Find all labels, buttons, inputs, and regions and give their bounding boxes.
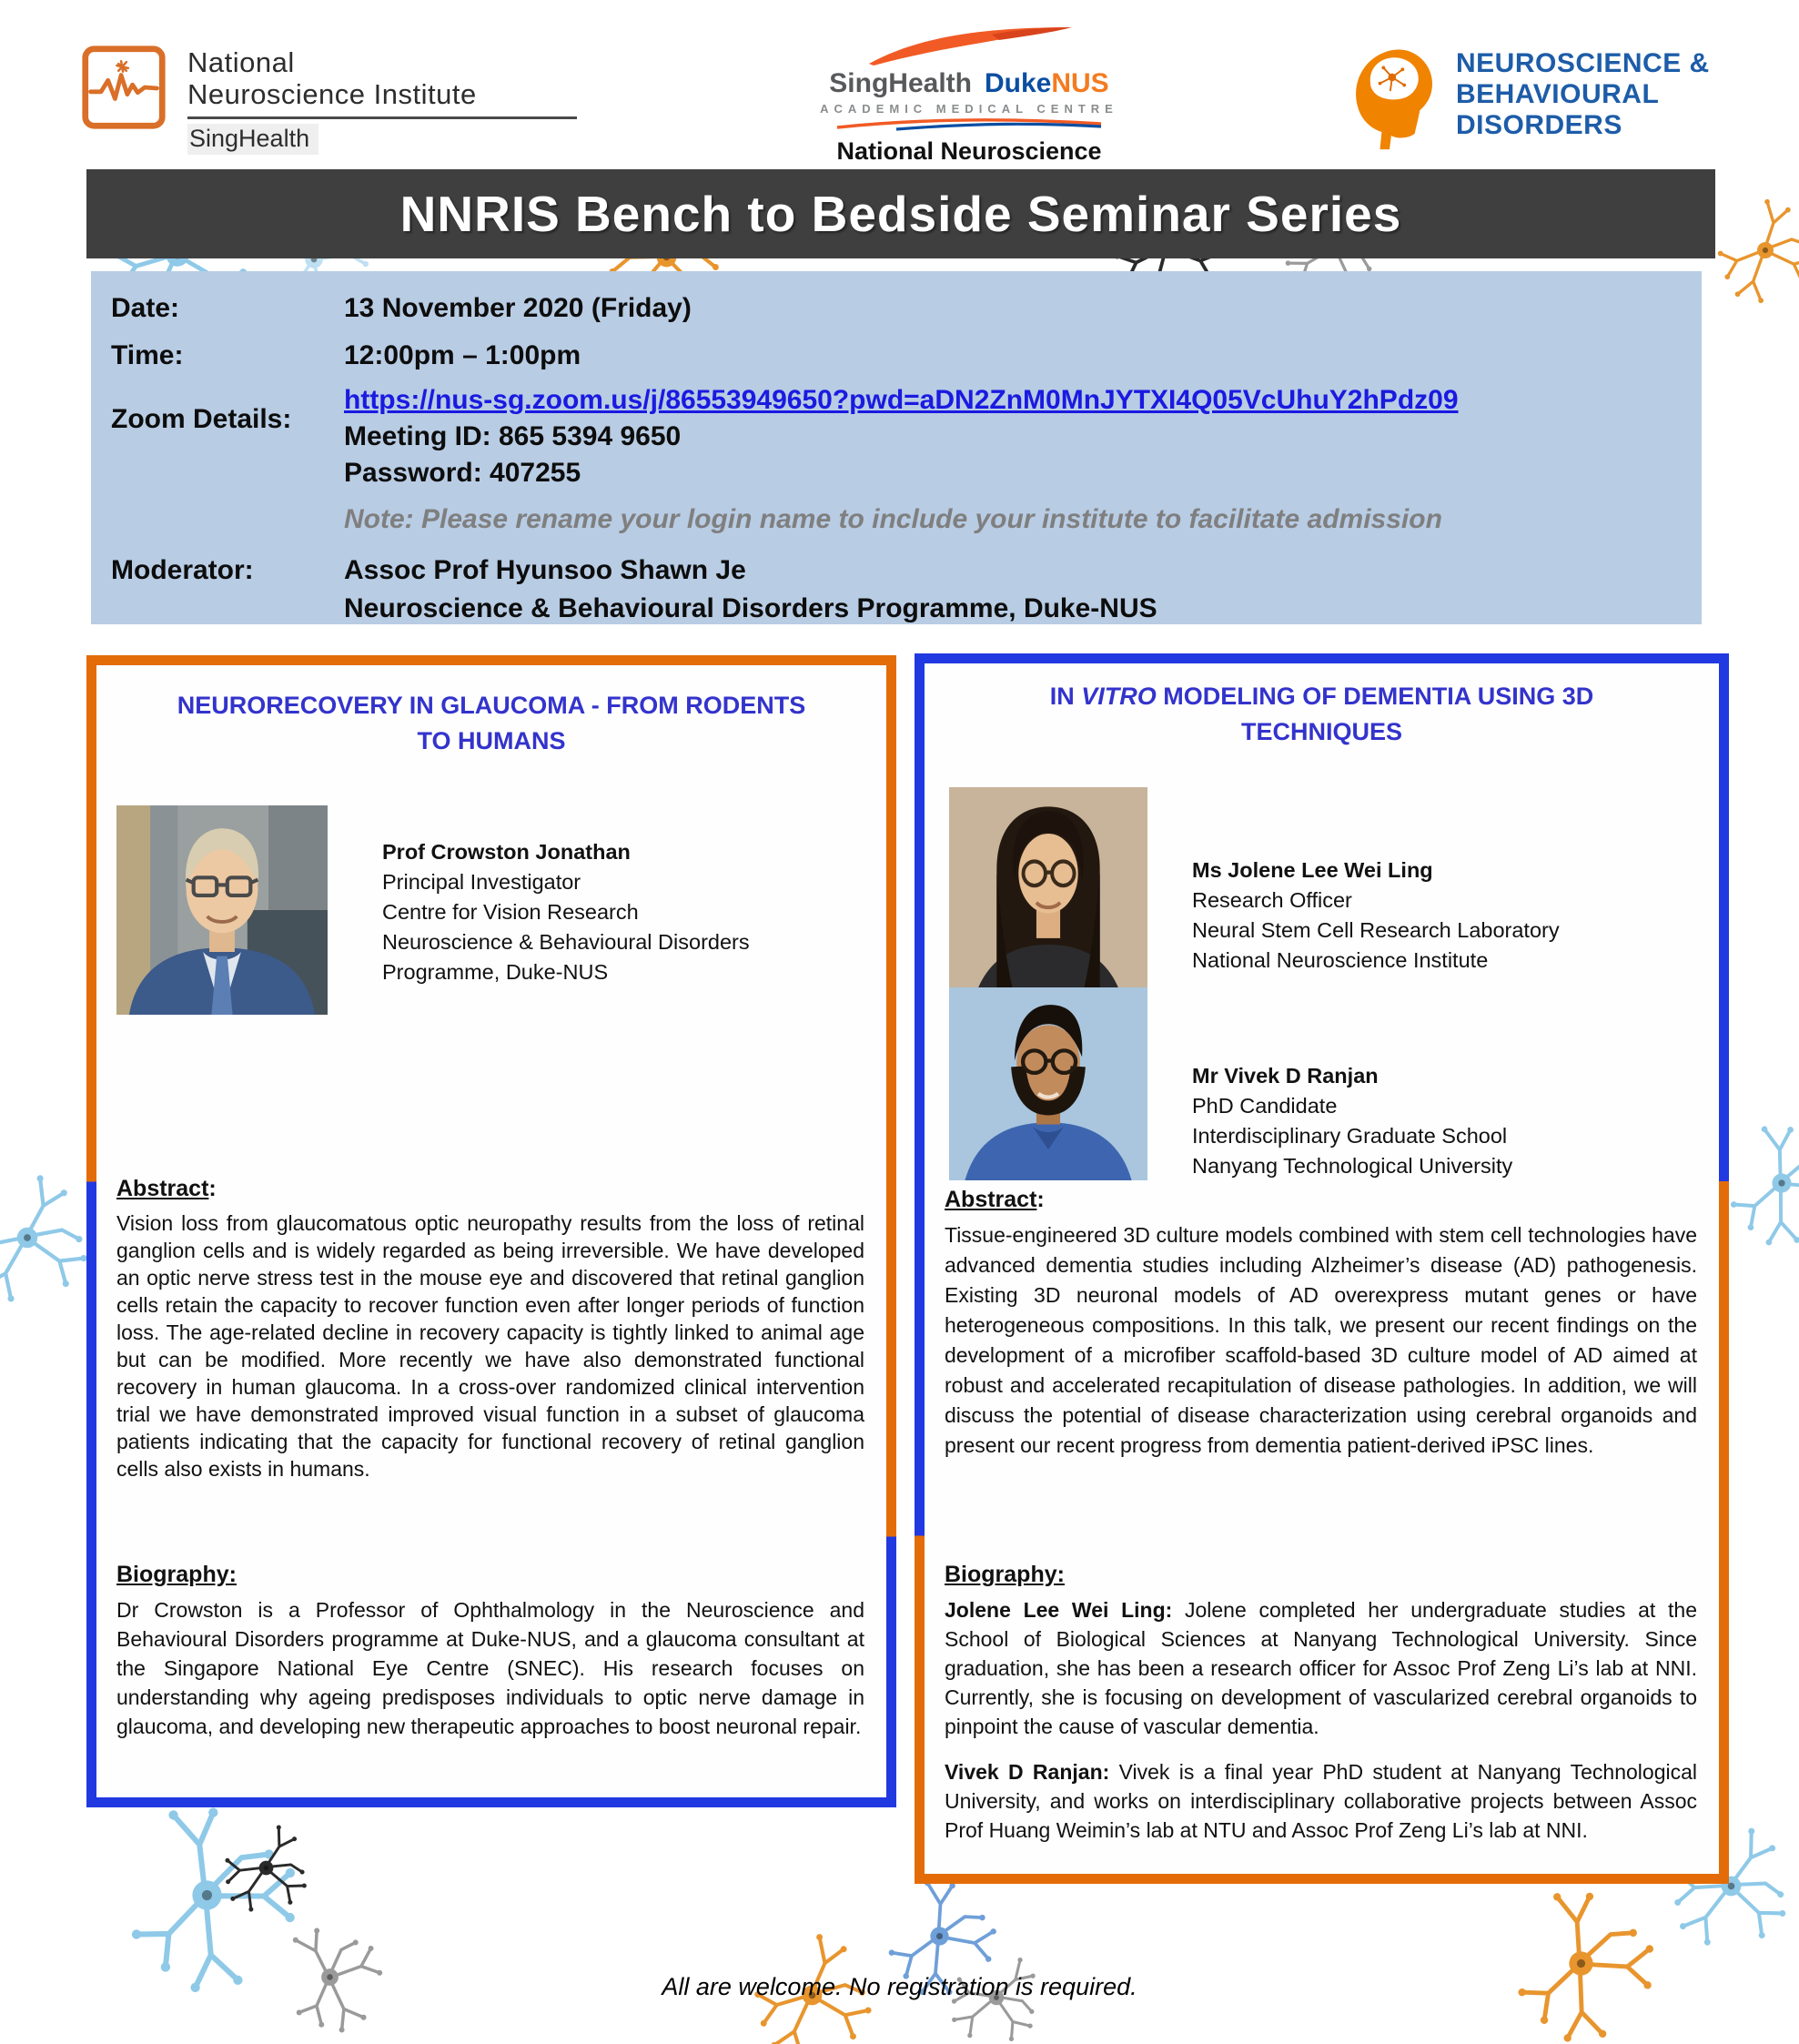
meeting-id: Meeting ID: 865 5394 9650 xyxy=(344,421,682,451)
speaker-institution: National Neuroscience Institute xyxy=(1192,948,1489,972)
border-top xyxy=(915,653,1729,663)
abstract-heading: Abstract xyxy=(116,1176,209,1201)
amc-tagline: ACADEMIC MEDICAL CENTRE xyxy=(820,101,1118,116)
moderator-name: Assoc Prof Hyunsoo Shawn Je xyxy=(344,555,746,585)
moderator-affiliation: Neuroscience & Behavioural Disorders Programme, Duke-NUS xyxy=(344,593,1157,623)
speaker-photo-jolene xyxy=(949,787,1147,1003)
border-right xyxy=(1719,653,1729,1884)
biography-jolene: Jolene Lee Wei Ling: Jolene completed her undergraduate studies at the School of Biological Sciences at Nanyang Technological University. Since graduation, she has been a research officer for Assoc Prof Zeng Li’s lab at NNI. Currently, she is focusing on development of vascularized cerebral organoids to pinpoint the cause of vascular dementia. xyxy=(945,1598,1697,1738)
talk-title-dementia: IN VITRO MODELING OF DEMENTIA USING 3D TECHNIQUES xyxy=(1049,683,1594,746)
talk-title-glaucoma: NEURORECOVERY IN GLAUCOMA - FROM RODENTS TO HUMANS xyxy=(177,692,806,755)
meeting-password: Password: 407255 xyxy=(344,458,581,488)
speaker-photo-vivek xyxy=(949,987,1147,1180)
speaker-institution: Nanyang Technological University xyxy=(1192,1154,1513,1178)
biography-section xyxy=(116,1562,864,1741)
speaker-unit: Centre for Vision Research xyxy=(382,900,639,924)
abstract-text: Tissue-engineered 3D culture models combined with stem cell technologies have advanced dementia studies including Alzheimer’s disease (AD) pathogenesis. Existing 3D neuronal models of AD overexpress mutant genes or have heterogeneous compositions. In this talk, we present our recent findings on the development of a microfiber scaffold-based 3D culture model of AD aimed at robust and accelerated recapitulation of disease pathologies. In addition, we will discuss the potential of disease characterization using cerebral organoids and present our recent progress from dementia patient-derived iPSC lines. xyxy=(945,1223,1697,1457)
border-right xyxy=(886,655,896,1807)
speaker-programme: Neuroscience & Behavioural Disorders xyxy=(382,930,750,954)
speaker-name: Ms Jolene Lee Wei Ling xyxy=(1192,858,1433,882)
nni-logo xyxy=(80,44,577,155)
biography-section xyxy=(945,1562,1697,1845)
seminar-series-banner xyxy=(86,169,1715,258)
talk-card-dementia xyxy=(915,653,1729,1884)
rename-note: Note: Please rename your login name to include your institute to facilitate admission xyxy=(344,504,1442,534)
abstract-section xyxy=(945,1187,1697,1461)
border-left xyxy=(86,655,96,1807)
biography-heading: Biography: xyxy=(945,1562,1065,1587)
nni-logo-divider xyxy=(187,116,577,119)
amc-institute-name-line1: National Neuroscience xyxy=(836,137,1102,165)
speaker-info-jolene xyxy=(1192,855,1705,976)
amc-singhealth-text: SingHealth xyxy=(829,68,972,98)
abstract-heading-colon: : xyxy=(1036,1187,1045,1212)
amc-nus-text: NUS xyxy=(1051,68,1109,98)
abstract-section xyxy=(116,1176,864,1482)
amc-arc-icon xyxy=(833,117,1106,132)
biography-text: Dr Crowston is a Professor of Ophthalmology in the Neuroscience and Behavioural Disorders programme at Duke-NUS, and a glaucoma consultant at the Singapore National Eye Centre (SNEC). His research focuses on understanding why ageing predisposes individuals to optic nerve damage in glaucoma, and developing new therapeutic approaches to boost neuronal repair. xyxy=(116,1598,864,1738)
moderator-label: Moderator: xyxy=(111,555,254,585)
biography-vivek: Vivek D Ranjan: Vivek is a final year PhD student at Nanyang Technological University, and works on interdisciplinary collaborative projects between Assoc Prof Huang Weimin’s lab at NTU and Assoc Prof Zeng Li’s lab at NNI. xyxy=(945,1760,1697,1842)
border-top xyxy=(86,655,896,665)
singhealth-dukenus-logo xyxy=(769,24,1169,194)
swoosh-icon xyxy=(855,24,1083,69)
speaker-institution: Programme, Duke-NUS xyxy=(382,960,609,984)
talk-card-glaucoma xyxy=(86,655,896,1807)
speaker-role: PhD Candidate xyxy=(1192,1094,1338,1118)
speaker-school: Interdisciplinary Graduate School xyxy=(1192,1124,1508,1148)
speaker-name: Prof Crowston Jonathan xyxy=(382,840,631,864)
footer-note: All are welcome. No registration is required. xyxy=(662,1973,1137,2000)
event-info-panel xyxy=(91,271,1702,624)
head-brain-icon xyxy=(1336,38,1443,151)
border-bottom xyxy=(915,1874,1729,1884)
zoom-meeting-link[interactable]: https://nus-sg.zoom.us/j/86553949650?pwd=aDN2ZnM0MnJYTXI4Q05VcUhuY2hPdz09 xyxy=(344,385,1459,415)
nni-waveform-icon xyxy=(80,44,167,131)
amc-duke-text: Duke xyxy=(984,68,1052,98)
speaker-lab: Neural Stem Cell Research Laboratory xyxy=(1192,918,1560,942)
title-italic-vitro: VITRO xyxy=(1081,683,1157,710)
nbd-logo-line3: DISORDERS xyxy=(1456,109,1622,140)
abstract-heading-colon: : xyxy=(208,1176,217,1201)
speaker-role: Research Officer xyxy=(1192,888,1352,912)
neuron-decoration xyxy=(1702,187,1799,313)
time-label: Time: xyxy=(111,340,184,370)
speaker-name: Mr Vivek D Ranjan xyxy=(1192,1064,1379,1088)
abstract-text: Vision loss from glaucomatous optic neuropathy results from the loss of retinal ganglion cells and is widely regarded as being irreversible. We have developed an optic nerve stress test in the mouse eye and discovered that retinal ganglion cells retain the capacity to recover function even after longer periods of function loss. The age-related decline in recovery capacity is tightly linked to animal age but can be modified. More recently we have also demonstrated functional recovery in human glaucoma. In a cross-over randomized clinical intervention trial we have demonstrated improved visual function in a subset of glaucoma patients indicating that the capacity for functional recovery of retinal ganglion cells also exists in humans. xyxy=(116,1211,864,1481)
biography-heading: Biography: xyxy=(116,1562,237,1587)
neuron-decoration xyxy=(1487,1869,1676,2044)
date-value: 13 November 2020 (Friday) xyxy=(344,293,692,323)
speaker-role: Principal Investigator xyxy=(382,870,581,894)
nni-logo-line2: Neuroscience Institute xyxy=(187,77,477,110)
date-label: Date: xyxy=(111,293,180,323)
banner-title: NNRIS Bench to Bedside Seminar Series xyxy=(399,186,1402,242)
border-left xyxy=(915,653,925,1884)
nni-logo-singhealth: SingHealth xyxy=(187,124,318,155)
nbd-programme-logo xyxy=(1336,38,1710,151)
border-bottom xyxy=(86,1797,896,1807)
zoom-details-label: Zoom Details: xyxy=(111,404,292,434)
time-value: 12:00pm – 1:00pm xyxy=(344,340,581,370)
nni-logo-line1: National xyxy=(187,46,295,78)
nbd-logo-line1: NEUROSCIENCE & xyxy=(1456,48,1710,79)
speaker-photo-crowston xyxy=(116,805,328,1015)
speaker-info-vivek xyxy=(1192,1061,1705,1181)
nbd-logo-line2: BEHAVIOURAL xyxy=(1456,79,1660,110)
speaker-info-crowston xyxy=(382,837,869,987)
abstract-heading: Abstract xyxy=(945,1187,1037,1212)
